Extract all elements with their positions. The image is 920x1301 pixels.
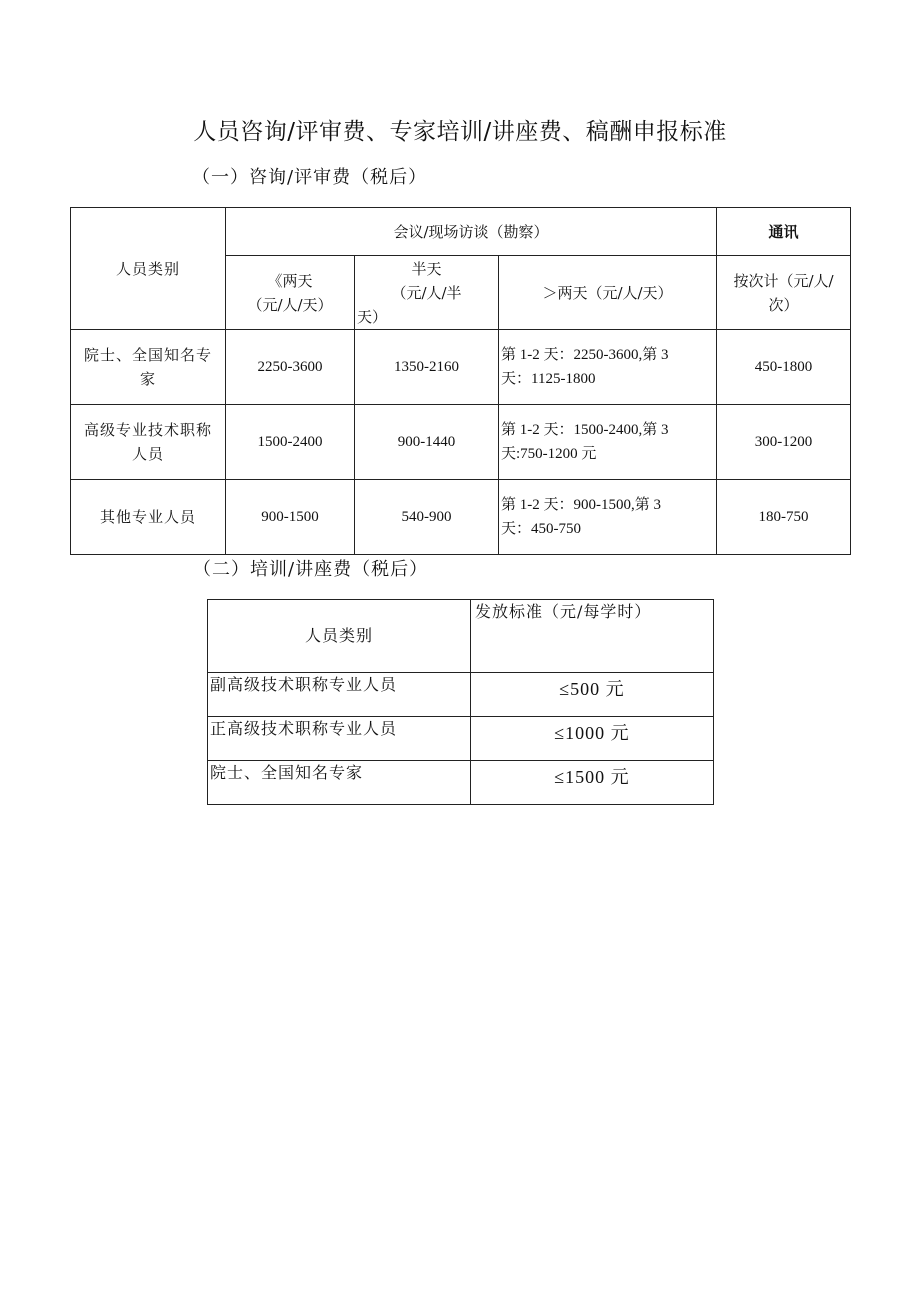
row-over-two-line1: 第 1-2 天：900-1500,第 3 xyxy=(501,497,661,513)
row-over-two-days xyxy=(499,405,717,480)
header-per-time-line2: 次） xyxy=(768,295,799,314)
row-category-line2: 人员 xyxy=(131,445,164,463)
row-over-two-line2: 天：1125-1800 xyxy=(501,371,596,387)
header-standard: 发放标准（元/每学时） xyxy=(471,600,714,673)
header-two-days-line2: （元/人/天） xyxy=(247,295,333,314)
row-two-days: 2250-3600 xyxy=(226,330,355,405)
header-comm-group: 通讯 xyxy=(717,208,851,256)
training-fee-table xyxy=(207,599,714,805)
row-per-time: 450-1800 xyxy=(717,330,851,405)
row-half-day: 1350-2160 xyxy=(355,330,499,405)
table-header-row xyxy=(208,600,714,673)
table-header-row xyxy=(71,208,851,256)
row-category-line1: 院士、全国知名专 xyxy=(83,346,212,364)
row-category: 院士、全国知名专家 xyxy=(208,761,471,805)
table-row xyxy=(71,480,851,555)
header-half-day xyxy=(355,256,499,330)
row-over-two-line1: 第 1-2 天：2250-3600,第 3 xyxy=(501,347,669,363)
row-standard: ≤500 元 xyxy=(471,673,714,717)
table-row xyxy=(208,717,714,761)
header-half-day-line2: （元/人/半 xyxy=(391,283,462,302)
row-two-days: 900-1500 xyxy=(226,480,355,555)
table-row xyxy=(71,330,851,405)
row-category xyxy=(71,480,226,555)
section-heading-training: （二）培训/讲座费（税后） xyxy=(193,559,429,580)
row-over-two-days xyxy=(499,480,717,555)
row-half-day: 540-900 xyxy=(355,480,499,555)
row-half-day: 900-1440 xyxy=(355,405,499,480)
row-two-days: 1500-2400 xyxy=(226,405,355,480)
row-over-two-days xyxy=(499,330,717,405)
header-over-two-days: ＞两天（元/人/天） xyxy=(499,256,717,330)
row-category: 正高级技术职称专业人员 xyxy=(208,717,471,761)
row-category-line1: 高级专业技术职称 xyxy=(83,421,212,439)
row-category xyxy=(71,405,226,480)
row-per-time: 180-750 xyxy=(717,480,851,555)
header-category: 人员类别 xyxy=(71,208,226,330)
row-category-line1: 其他专业人员 xyxy=(99,508,196,526)
row-over-two-line1: 第 1-2 天：1500-2400,第 3 xyxy=(501,422,669,438)
table-row xyxy=(208,673,714,717)
row-over-two-line2: 天:750-1200 元 xyxy=(501,446,597,462)
row-category: 副高级技术职称专业人员 xyxy=(208,673,471,717)
row-category-line2: 家 xyxy=(139,370,156,388)
table-row xyxy=(71,405,851,480)
document-title: 人员咨询/评审费、专家培训/讲座费、稿酬申报标准 xyxy=(193,119,727,145)
header-half-day-line1: 半天 xyxy=(411,259,442,278)
row-standard: ≤1000 元 xyxy=(471,717,714,761)
header-category: 人员类别 xyxy=(208,600,471,673)
header-half-day-line3: 天） xyxy=(357,307,388,326)
table-row xyxy=(208,761,714,805)
header-meeting-group: 会议/现场访谈（勘察） xyxy=(226,208,717,256)
consulting-fee-table xyxy=(70,207,851,555)
row-per-time: 300-1200 xyxy=(717,405,851,480)
header-two-days xyxy=(226,256,355,330)
header-per-time xyxy=(717,256,851,330)
section-heading-consulting: （一）咨询/评审费（税后） xyxy=(192,167,428,188)
row-over-two-line2: 天：450-750 xyxy=(501,521,581,537)
row-category xyxy=(71,330,226,405)
header-per-time-line1: 按次计（元/人/ xyxy=(733,271,834,290)
row-standard: ≤1500 元 xyxy=(471,761,714,805)
header-two-days-line1: 《两天 xyxy=(267,271,313,290)
